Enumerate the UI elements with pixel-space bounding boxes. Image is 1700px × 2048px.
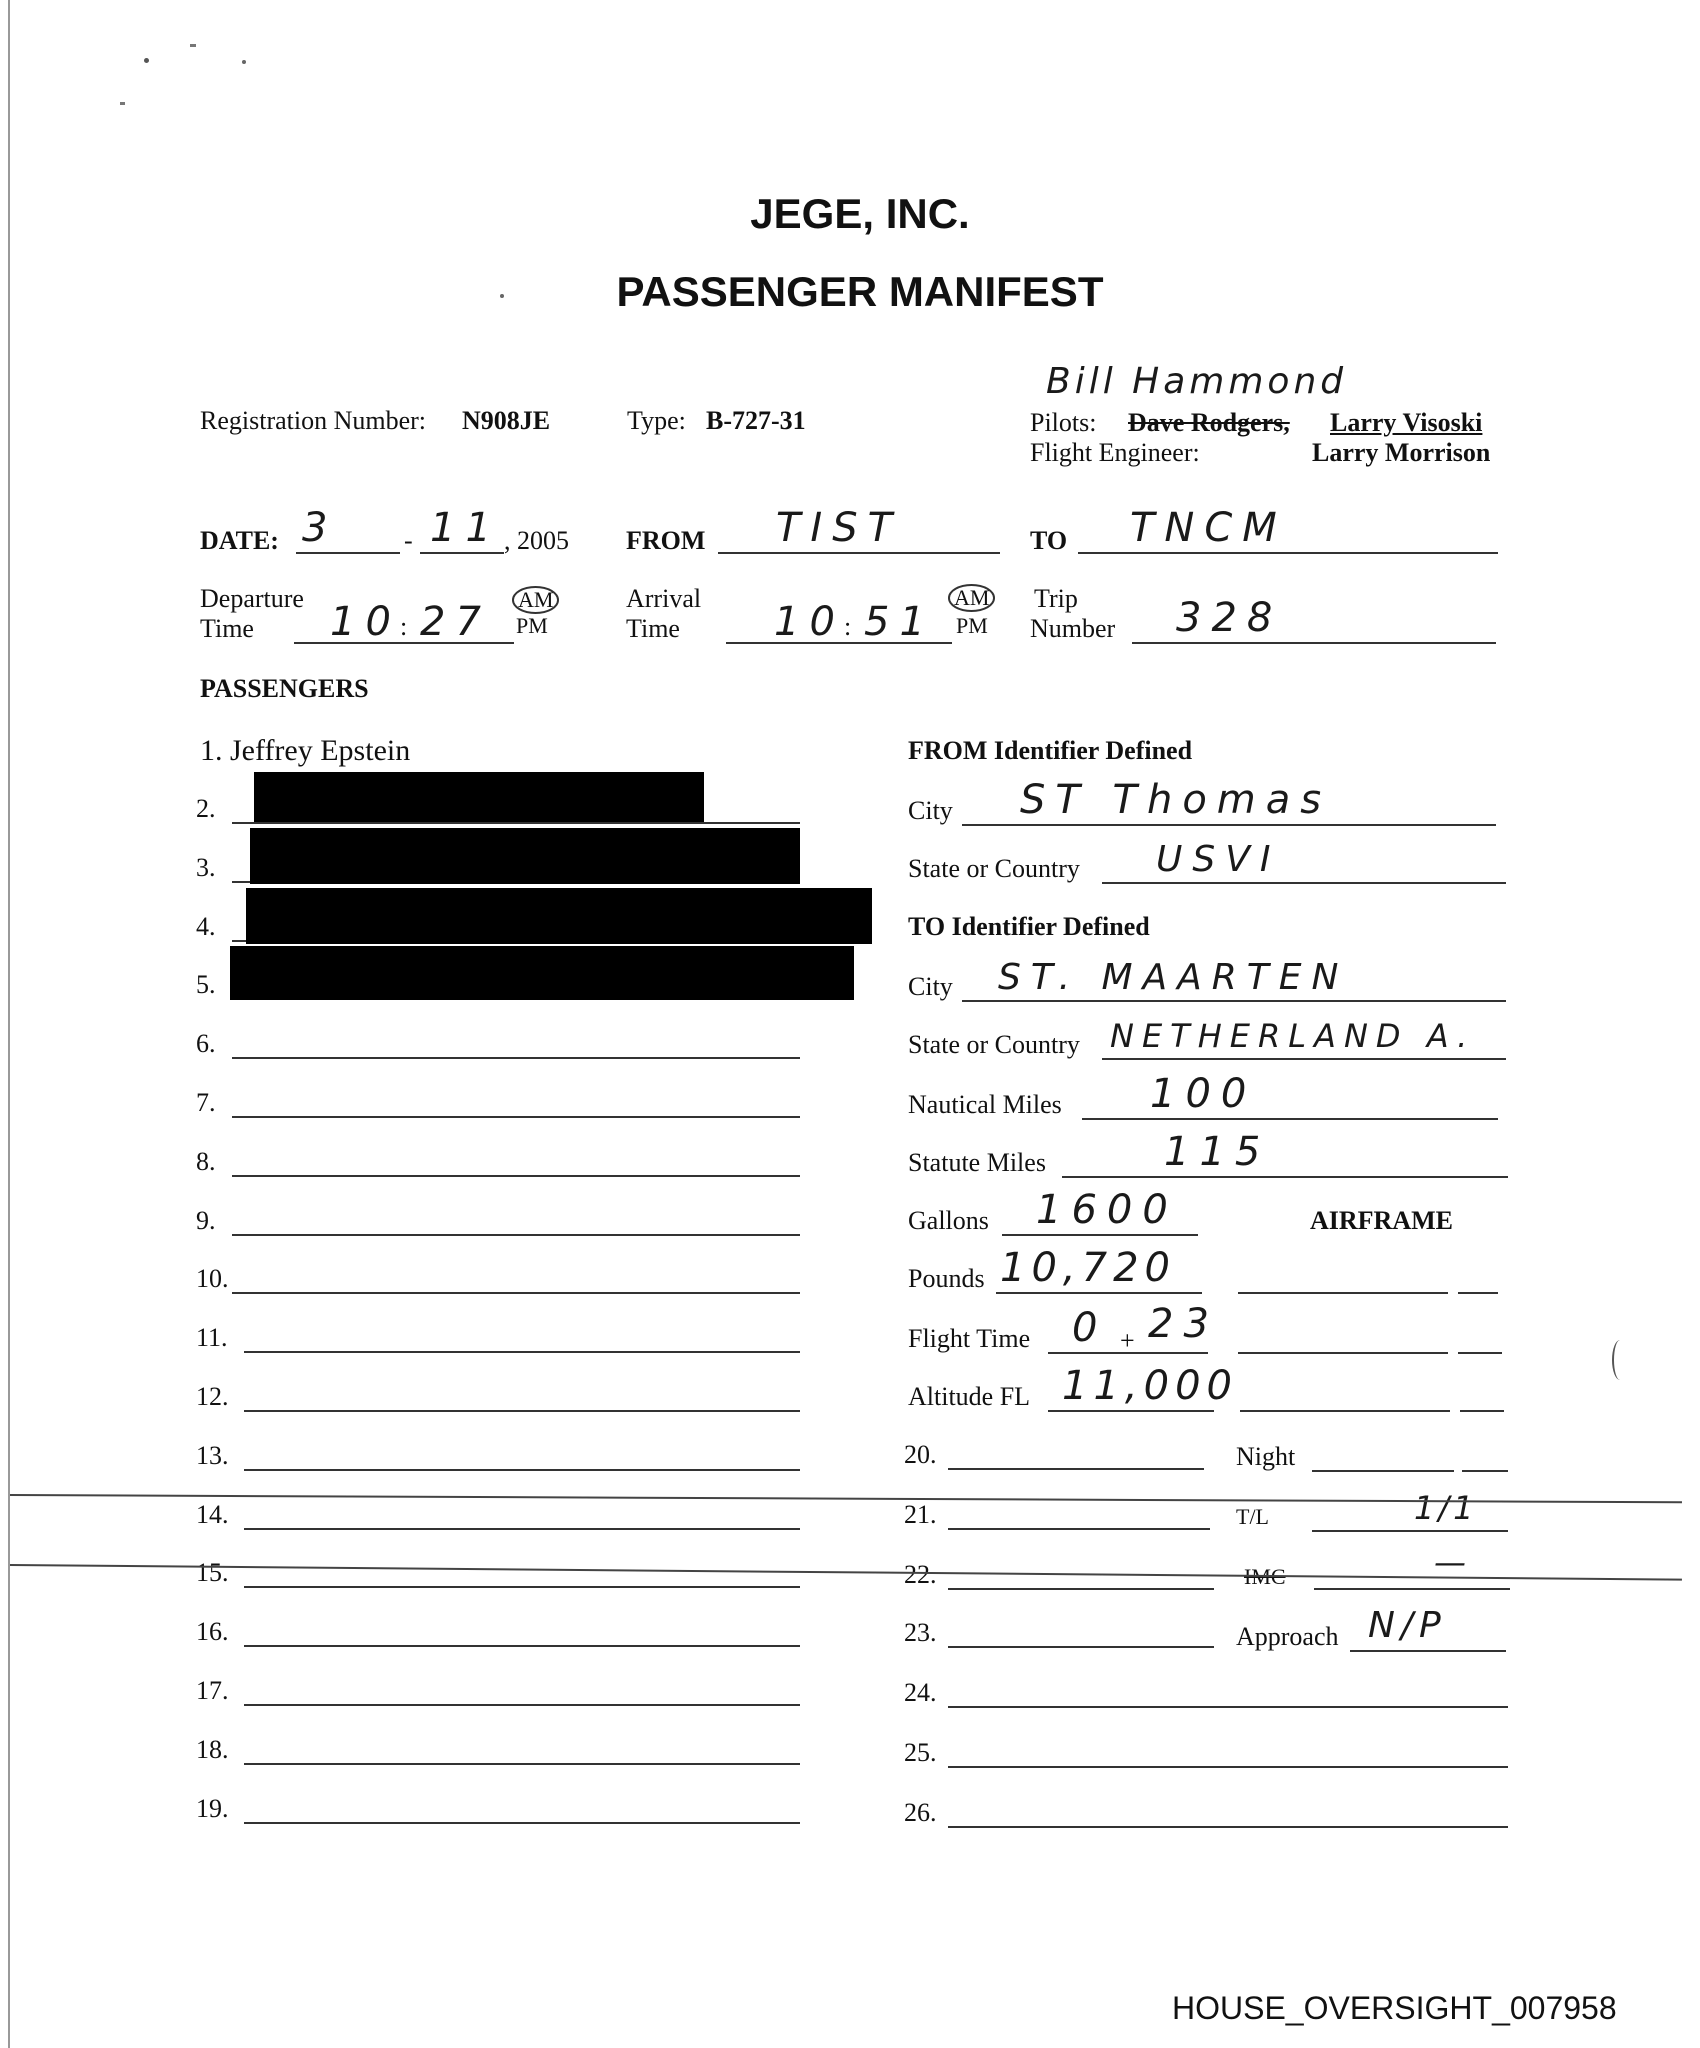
right-row-line[interactable] <box>948 1826 1508 1828</box>
altitude-label: Altitude FL <box>908 1382 1031 1411</box>
departure-min: 27 <box>420 599 491 645</box>
arrival-am: AM <box>948 584 995 612</box>
departure-colon: : <box>400 612 408 641</box>
arrival-label-1: Arrival <box>626 584 702 613</box>
right-row-number: 26. <box>904 1798 937 1827</box>
right-row-number: 20. <box>904 1440 937 1469</box>
trip-label-1: Trip <box>1034 584 1078 613</box>
from-state-label: State or Country <box>908 854 1080 883</box>
altitude-value: 11,000 <box>1062 1363 1238 1409</box>
redaction-box <box>254 772 704 822</box>
passenger-number: 5. <box>196 970 216 999</box>
right-row-number: 24. <box>904 1678 937 1707</box>
right-row-line[interactable] <box>948 1706 1508 1708</box>
scan-speck <box>120 102 125 105</box>
passenger-entry-line[interactable] <box>244 1586 800 1588</box>
flight-time-plus: + <box>1120 1326 1135 1355</box>
right-row-number: 23. <box>904 1618 937 1647</box>
arrival-min: 51 <box>864 599 935 645</box>
statute-label: Statute Miles <box>908 1148 1046 1177</box>
pilot-handwritten: Bill Hammond <box>1046 361 1348 402</box>
passenger-number: 17. <box>196 1676 229 1705</box>
to-identifier-heading: TO Identifier Defined <box>908 912 1150 941</box>
right-row-line[interactable] <box>948 1646 1214 1648</box>
from-city-label: City <box>908 796 953 825</box>
to-city-label: City <box>908 972 953 1001</box>
date-day: 11 <box>430 505 501 551</box>
passenger-number: 8. <box>196 1147 216 1176</box>
passenger-entry-line[interactable] <box>244 1528 800 1530</box>
scan-speck <box>242 60 246 64</box>
flight-time-hours: 0 <box>1072 1305 1108 1351</box>
redaction-box <box>230 946 854 1000</box>
redaction-box <box>246 888 872 944</box>
from-city-value: ST Thomas <box>1020 777 1332 823</box>
departure-label-2: Time <box>200 614 254 643</box>
from-value: TIST <box>776 505 903 551</box>
to-value: TNCM <box>1130 505 1287 551</box>
departure-am: AM <box>512 586 559 614</box>
passenger-number: 18. <box>196 1735 229 1764</box>
right-row-line[interactable] <box>948 1588 1214 1590</box>
from-label: FROM <box>626 526 706 555</box>
passenger-number: 6. <box>196 1029 216 1058</box>
passenger-entry-line[interactable] <box>244 1410 800 1412</box>
gallons-label: Gallons <box>908 1206 989 1235</box>
engineer-value: Larry Morrison <box>1312 438 1491 467</box>
to-state-value: NETHERLAND A. <box>1110 1017 1476 1055</box>
passenger-entry-line[interactable] <box>232 1175 800 1177</box>
trip-label-2: Number <box>1030 614 1116 643</box>
scan-speck <box>500 294 504 298</box>
right-row-number: 21. <box>904 1500 937 1529</box>
right-row-number: 22. <box>904 1560 937 1589</box>
night-label: Night <box>1236 1442 1296 1471</box>
manifest-title: PASSENGER MANIFEST <box>616 268 1104 315</box>
redaction-box <box>250 828 800 884</box>
date-year: , 2005 <box>504 526 569 555</box>
imc-label: IMC <box>1244 1564 1286 1589</box>
passenger-number: 2. <box>196 794 216 823</box>
gallons-value: 1600 <box>1036 1187 1178 1233</box>
right-row-line[interactable] <box>948 1528 1210 1530</box>
to-city-value: ST. MAARTEN <box>998 957 1349 998</box>
passenger-number: 10. <box>196 1264 229 1293</box>
cross-line <box>10 1564 1682 1581</box>
tl-label: T/L <box>1236 1504 1269 1529</box>
pilot-2: Larry Visoski <box>1330 408 1483 437</box>
to-label: TO <box>1030 526 1068 555</box>
passenger-number: 3. <box>196 853 216 882</box>
passenger-entry-line[interactable] <box>244 1469 800 1471</box>
imc-value: — <box>1434 1543 1476 1581</box>
date-label: DATE: <box>200 526 279 555</box>
passenger-1: 1. Jeffrey Epstein <box>200 734 411 767</box>
flight-time-min: 23 <box>1148 1301 1219 1347</box>
passenger-entry-line[interactable] <box>232 1234 800 1236</box>
arrival-colon: : <box>844 612 852 641</box>
departure-hour: 10 <box>330 599 401 645</box>
date-month: 3 <box>302 505 338 551</box>
type-label: Type: <box>627 406 686 435</box>
right-row-line[interactable] <box>948 1468 1204 1470</box>
date-sep: - <box>404 526 413 555</box>
passengers-heading: PASSENGERS <box>200 674 369 703</box>
passenger-number: 11. <box>196 1323 228 1352</box>
approach-label: Approach <box>1236 1622 1339 1651</box>
statute-value: 115 <box>1164 1129 1271 1175</box>
trip-number: 328 <box>1176 595 1283 641</box>
passenger-entry-line[interactable] <box>232 1292 800 1294</box>
registration-label: Registration Number: <box>200 406 427 435</box>
scan-speck <box>144 58 149 63</box>
passenger-number: 9. <box>196 1206 216 1235</box>
passenger-entry-line[interactable] <box>244 1704 800 1706</box>
passenger-number: 16. <box>196 1617 229 1646</box>
passenger-entry-line[interactable] <box>244 1351 800 1353</box>
pilots-label: Pilots: <box>1030 408 1097 437</box>
right-row-number: 25. <box>904 1738 937 1767</box>
nautical-label: Nautical Miles <box>908 1090 1062 1119</box>
bates-number: HOUSE_OVERSIGHT_007958 <box>1172 1990 1617 2026</box>
passenger-entry-line[interactable] <box>244 1822 800 1824</box>
pounds-value: 10,720 <box>1000 1245 1176 1291</box>
passenger-number: 15. <box>196 1558 229 1587</box>
right-row-line[interactable] <box>948 1766 1508 1768</box>
arrival-label-2: Time <box>626 614 680 643</box>
passenger-entry-line[interactable] <box>232 1116 800 1118</box>
to-state-label: State or Country <box>908 1030 1080 1059</box>
passenger-number: 12. <box>196 1382 229 1411</box>
pounds-label: Pounds <box>908 1264 985 1293</box>
engineer-label: Flight Engineer: <box>1030 438 1200 467</box>
passenger-number: 7. <box>196 1088 216 1117</box>
from-state-value: USVI <box>1156 839 1281 880</box>
company-title: JEGE, INC. <box>750 190 970 237</box>
airframe-label: AIRFRAME <box>1310 1206 1453 1235</box>
tl-value: 1/1 <box>1414 1489 1478 1527</box>
passenger-number: 14. <box>196 1500 229 1529</box>
passenger-number: 13. <box>196 1441 229 1470</box>
departure-pm: PM <box>516 613 548 638</box>
pilot-struck: Dave Rodgers, <box>1128 408 1290 437</box>
registration-value: N908JE <box>462 406 551 435</box>
scan-mark <box>1612 1340 1628 1380</box>
type-value: B-727-31 <box>706 406 806 435</box>
arrival-hour: 10 <box>774 599 845 645</box>
arrival-pm: PM <box>956 613 988 638</box>
departure-label-1: Departure <box>200 584 304 613</box>
nautical-value: 100 <box>1150 1071 1257 1117</box>
passenger-entry-line[interactable] <box>232 1057 800 1059</box>
passenger-number: 4. <box>196 912 216 941</box>
flight-time-label: Flight Time <box>908 1324 1031 1353</box>
passenger-number: 19. <box>196 1794 229 1823</box>
passenger-entry-line[interactable] <box>244 1645 800 1647</box>
from-identifier-heading: FROM Identifier Defined <box>908 736 1193 765</box>
approach-value: N/P <box>1368 1605 1447 1646</box>
passenger-entry-line[interactable] <box>232 822 800 824</box>
passenger-entry-line[interactable] <box>244 1763 800 1765</box>
scan-speck <box>190 44 196 47</box>
